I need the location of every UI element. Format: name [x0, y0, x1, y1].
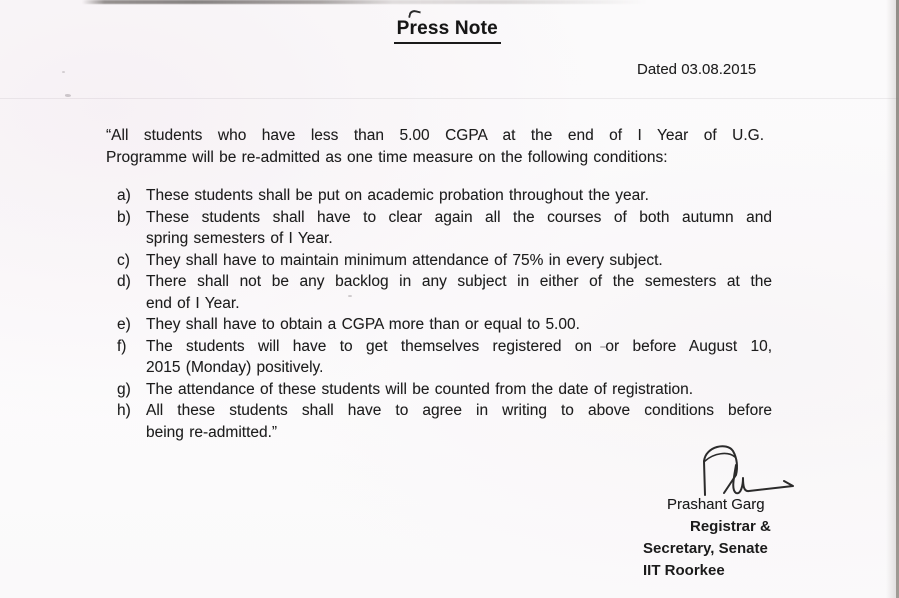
list-item-text: end of I Year.: [146, 294, 240, 312]
list-item-label: g): [117, 380, 131, 398]
list-item-c: [117, 250, 772, 272]
list-item-label: c): [117, 251, 130, 269]
list-item-f: [117, 336, 772, 379]
list-item-d: [117, 271, 772, 314]
signatory-role-line: IIT Roorkee: [643, 562, 725, 579]
scan-faint-horizontal-line: [0, 98, 899, 99]
list-item-text: These students shall have to clear again all the courses of both autumn and: [146, 208, 772, 226]
intro-line: “All students who have less than 5.00 CGPA at the end of I Year of U.G.: [106, 127, 764, 144]
list-item-label: e): [117, 316, 131, 333]
page-title: Press Note: [394, 18, 501, 44]
scan-speck: [62, 71, 65, 73]
conditions-list: [117, 185, 772, 443]
list-item-label: b): [117, 208, 131, 226]
list-item-text: These students shall be put on academic probation throughout the year.: [146, 187, 649, 204]
list-item-label: f): [117, 337, 127, 355]
list-item-text: There shall not be any backlog in any subject in either of the semesters at the: [146, 273, 772, 290]
signatory-role-line: Secretary, Senate: [643, 540, 768, 557]
list-item-label: h): [117, 402, 131, 419]
title-row: [0, 18, 899, 44]
list-item-label: d): [117, 273, 131, 290]
scan-top-edge-artifact: [82, 0, 647, 4]
date-line: Dated 03.08.2015: [637, 61, 757, 78]
list-item-text: spring semesters of I Year.: [146, 230, 333, 247]
list-item-text: They shall have to maintain minimum attendance of 75% in every subject.: [146, 251, 663, 269]
intro-line: Programme will be re-admitted as one time measure on the following conditions:: [106, 148, 668, 166]
scan-speck: [65, 94, 71, 97]
list-item-b: [117, 207, 772, 250]
list-item-text: All these students shall have to agree in writing to above conditions before: [146, 402, 772, 419]
intro-paragraph: [106, 125, 764, 168]
list-item-text: 2015 (Monday) positively.: [146, 359, 324, 376]
list-item-e: [117, 314, 772, 336]
signatory-role-line: Registrar &: [690, 518, 771, 535]
signatory-name: Prashant Garg: [667, 496, 765, 513]
list-item-text: The students will have to get themselves registered on or before August 10,: [146, 337, 772, 355]
list-item-g: [117, 379, 772, 401]
list-item-label: a): [117, 187, 131, 204]
scan-right-edge-shadow: [886, 0, 896, 598]
signature-scribble-icon: [692, 441, 802, 499]
list-item-text: They shall have to obtain a CGPA more than or equal to 5.00.: [146, 316, 580, 333]
list-item-text: The attendance of these students will be counted from the date of registration.: [146, 380, 694, 398]
list-item-text: being re-admitted.”: [146, 423, 278, 441]
list-item-a: [117, 185, 772, 207]
list-item-h: [117, 400, 772, 443]
